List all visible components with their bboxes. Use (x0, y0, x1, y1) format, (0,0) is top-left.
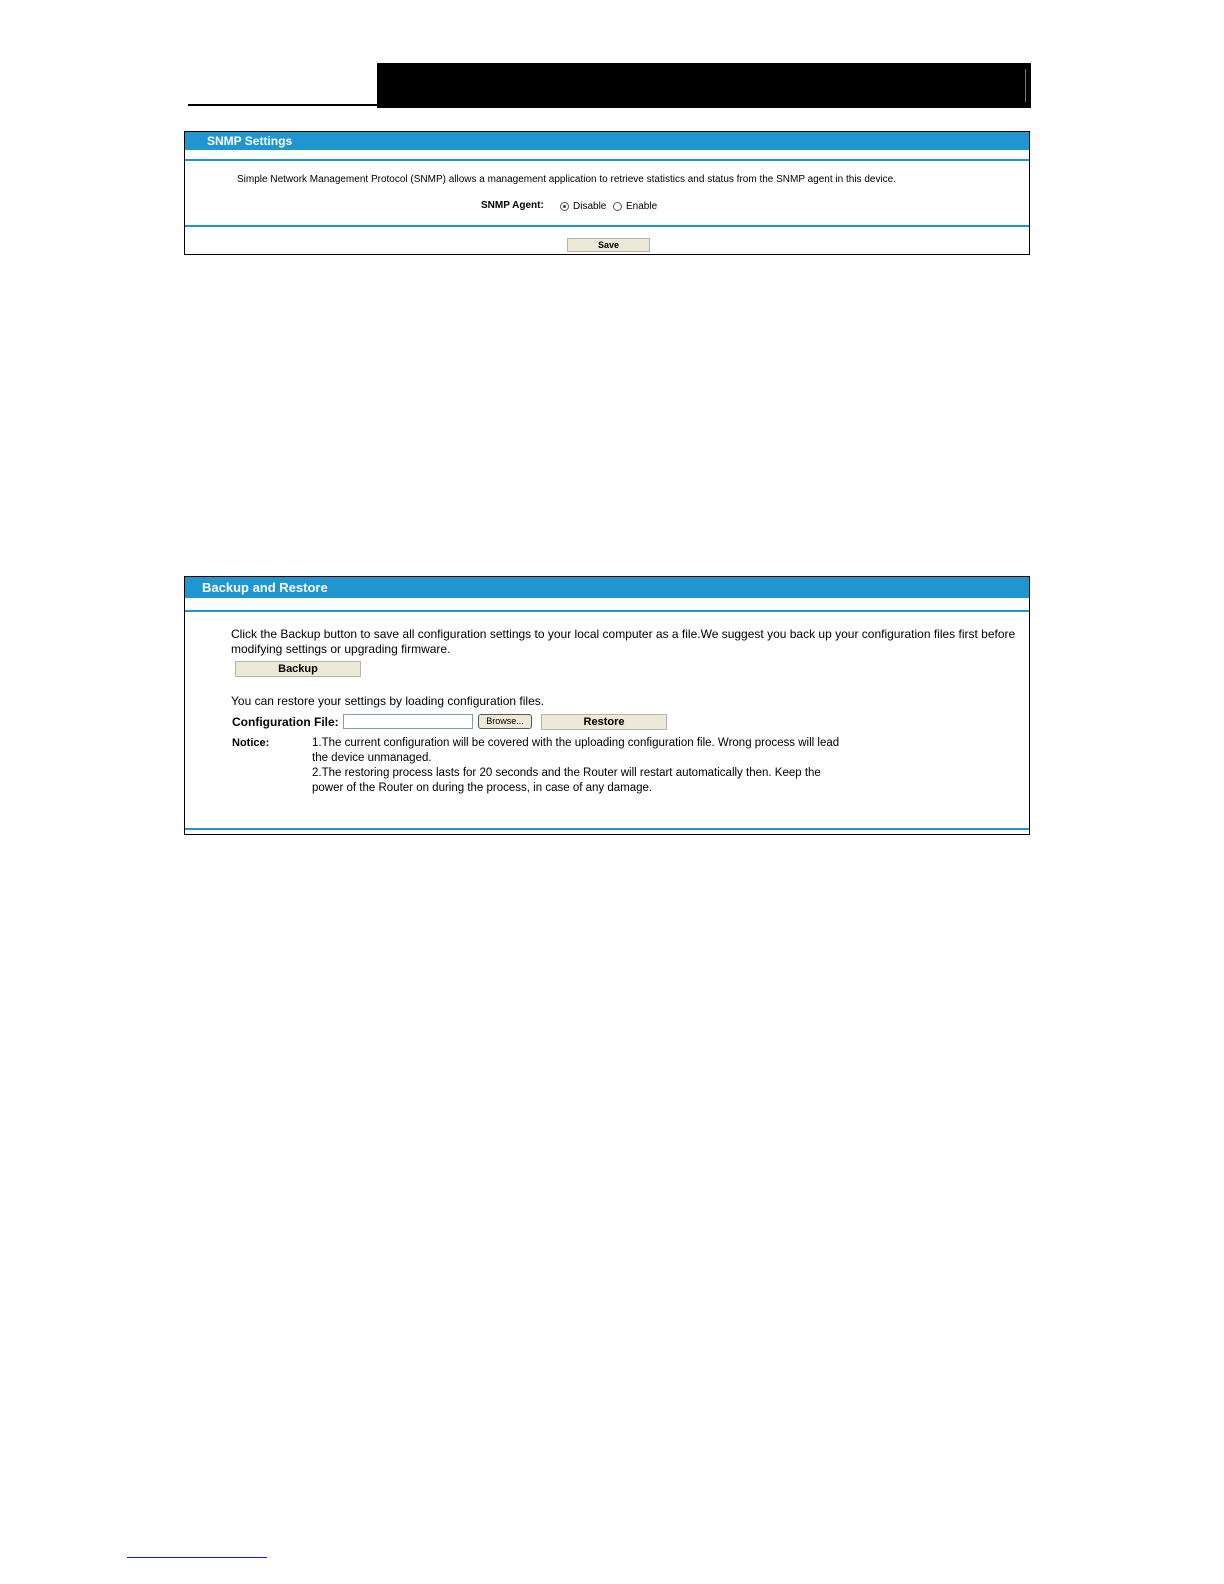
header-banner (377, 63, 1031, 108)
backup-button[interactable]: Backup (235, 661, 361, 677)
notice-line: 1.The current configuration will be covered with the uploading configuration file. Wrong process will lead (312, 737, 840, 749)
snmp-description: Simple Network Management Protocol (SNMP) allows a management application to retrieve statistics and status from the SNMP agent in this device. (237, 174, 896, 185)
backup-description-line2: modifying settings or upgrading firmware. (231, 642, 451, 656)
snmp-agent-enable-option[interactable] (613, 201, 657, 212)
snmp-agent-label: SNMP Agent: (481, 200, 544, 211)
notice-line: the device unmanaged. (312, 752, 432, 764)
notice-line: 2.The restoring process lasts for 20 seconds and the Router will restart automatically then. Keep the (312, 767, 821, 779)
disable-label: Disable (573, 201, 607, 212)
save-button[interactable]: Save (567, 238, 650, 252)
radio-unselected-icon[interactable] (613, 202, 622, 211)
header-banner-mark (1025, 69, 1026, 102)
restore-description: You can restore your settings by loading configuration files. (231, 694, 545, 708)
notice-line: power of the Router on during the process, in case of any damage. (312, 782, 653, 794)
footer-link-underline (127, 1557, 267, 1558)
backup-panel-title: Backup and Restore (185, 577, 1029, 598)
header-rule (188, 104, 378, 106)
config-file-input[interactable] (343, 714, 473, 729)
divider (185, 828, 1029, 830)
snmp-panel-title: SNMP Settings (185, 132, 1029, 150)
config-file-label: Configuration File: (232, 715, 339, 729)
snmp-agent-disable-option[interactable] (560, 201, 606, 212)
notice-label: Notice: (232, 737, 270, 749)
enable-label: Enable (626, 201, 658, 212)
divider (185, 225, 1029, 227)
browse-button[interactable]: Browse... (478, 714, 532, 729)
backup-description-line1: Click the Backup button to save all configuration settings to your local computer as a file.We suggest you back up your configuration files first before (231, 627, 1016, 641)
restore-button[interactable]: Restore (541, 714, 667, 730)
divider (185, 610, 1029, 612)
backup-restore-panel (184, 576, 1030, 835)
divider (185, 159, 1029, 161)
snmp-settings-panel (184, 131, 1030, 255)
radio-selected-icon[interactable] (560, 202, 569, 211)
